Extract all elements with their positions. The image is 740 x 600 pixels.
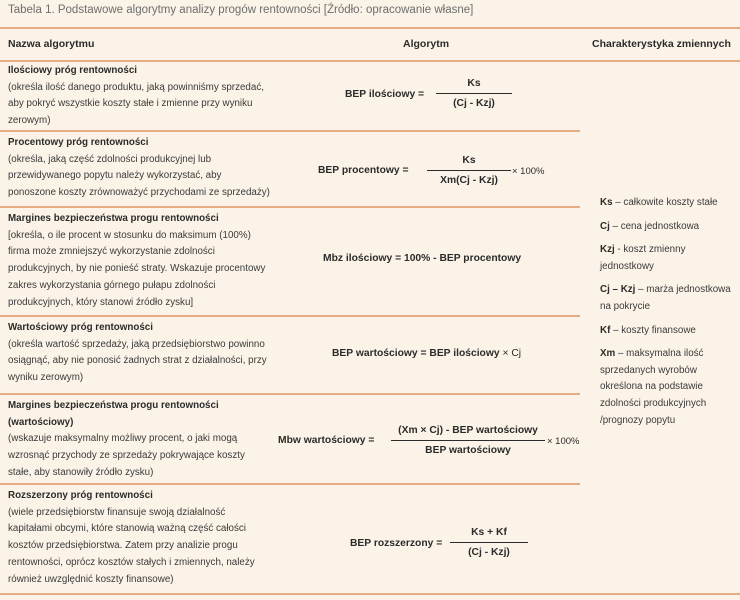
variable-item xyxy=(600,346,736,429)
variable-text: – koszty finansowe xyxy=(610,324,696,336)
row-title: Margines bezpieczeństwa progu rentowności (wartościowy) xyxy=(8,400,219,428)
variable-symbol: Ks xyxy=(600,197,613,208)
variable-symbol: Kzj xyxy=(600,244,615,256)
variable-symbol: Cj – Kzj xyxy=(600,284,636,296)
formula xyxy=(332,348,521,359)
row-description xyxy=(8,211,270,311)
row-text: [określa, o ile procent w stosunku do maksimum (100%) firma może zmniejszyć wykorzystanie zdolności produkcyjnych, by nie ponieść straty. Wskazuje procentowy zakres wykorzystania górnego pułapu zdolności produkcyjnych, który stanowi źródło zysku] xyxy=(8,229,266,308)
formula: Mbz ilościowy = 100% - BEP procentowy xyxy=(323,253,522,264)
formula-lhs: BEP rozszerzony = xyxy=(350,538,443,549)
fraction-numerator: Ks xyxy=(427,155,511,171)
row-divider xyxy=(0,130,580,132)
table-caption: Tabela 1. Podstawowe algorytmy analizy progów rentowności [Źródło: opracowanie własne] xyxy=(8,4,474,16)
formula-multiplier: × 100% xyxy=(547,436,580,447)
fraction-denominator: (Cj - Kzj) xyxy=(453,98,495,109)
row-divider xyxy=(0,483,580,485)
row-description xyxy=(8,398,270,482)
row-title: Procentowy próg rentowności xyxy=(8,137,149,148)
row-text: (określa ilość danego produktu, jaką powinniśmy sprzedać, aby pokryć wszystkie koszty stałe i zmienne przy wyniku zerowym) xyxy=(8,81,264,127)
row-description xyxy=(8,63,270,130)
fraction-denominator: BEP wartościowy xyxy=(425,445,511,456)
variable-text: – maksymalna ilość sprzedanych wyrobów określona na podstawie zdolności produkcyjnych /prognozy popytu xyxy=(600,348,707,426)
formula-fraction xyxy=(436,78,512,109)
table-bottom-rule xyxy=(0,593,740,595)
row-text: (określa wartość sprzedaży, jaką przedsiębiorstwo powinno osiągnąć, aby nie ponosić żadnych strat z działalności, przy wyniku zerowym) xyxy=(8,338,267,384)
row-divider xyxy=(0,206,580,208)
formula-lhs: Mbw wartościowy = xyxy=(278,435,375,446)
row-title: Rozszerzony próg rentowności xyxy=(8,490,153,501)
variable-symbol: Xm xyxy=(600,348,616,360)
formula-lhs: BEP ilościowy = xyxy=(345,89,425,100)
formula-fraction xyxy=(391,425,545,456)
formula-main: BEP wartościowy = BEP ilościowy xyxy=(332,348,500,359)
header-variables: Charakterystyka zmiennych xyxy=(592,38,731,50)
row-title: Margines bezpieczeństwa progu rentowności xyxy=(8,213,219,224)
header-rule xyxy=(0,60,740,62)
formula-fraction xyxy=(427,155,511,186)
formula-multiplier: × 100% xyxy=(512,166,545,177)
row-title: Ilościowy próg rentowności xyxy=(8,65,138,76)
formula-fraction xyxy=(450,527,528,558)
variable-text: – całkowite koszty stałe xyxy=(612,197,718,208)
variable-text: – cena jednostkowa xyxy=(609,220,700,232)
row-description xyxy=(8,488,270,588)
variable-symbol: Cj xyxy=(600,220,610,232)
variable-item xyxy=(600,282,736,315)
variable-text: - koszt zmienny jednostkowy xyxy=(600,244,686,272)
variables-legend xyxy=(600,195,736,436)
row-divider xyxy=(0,393,580,395)
row-divider xyxy=(0,315,580,317)
header-name: Nazwa algorytmu xyxy=(8,38,95,50)
variable-item xyxy=(600,195,736,212)
algorithms-table xyxy=(0,27,740,595)
variable-symbol: Kf xyxy=(600,324,611,336)
fraction-numerator: Ks xyxy=(436,78,512,94)
fraction-denominator: Xm(Cj - Kzj) xyxy=(440,175,498,186)
row-description xyxy=(8,320,270,387)
table-top-rule xyxy=(0,27,740,29)
row-title: Wartościowy próg rentowności xyxy=(8,322,153,333)
row-text: (określa, jaką część zdolności produkcyjnej lub przewidywanego popytu należy wykorzystać, aby ponoszone koszty zrównoważyć przychodami ze sprzedaży) xyxy=(8,153,270,199)
formula-multiplier: × Cj xyxy=(502,348,522,359)
fraction-numerator: Ks + Kf xyxy=(450,527,528,543)
variable-item xyxy=(600,323,736,340)
row-text: (wiele przedsiębiorstw finansuje swoją działalność kapitałami obcymi, które stanowią ważną część całości kosztów przedsiębiorstwa. Zatem przy analizie progu rentowności, oprócz kosztów stałych i zmiennych, należy również uwzględnić koszty finansowe) xyxy=(8,506,255,585)
formula-lhs: BEP procentowy = xyxy=(318,165,409,176)
fraction-denominator: (Cj - Kzj) xyxy=(468,547,510,558)
variable-text: – marża jednostkowa na pokrycie xyxy=(600,284,731,312)
header-algorithm: Algorytm xyxy=(403,38,450,50)
row-description xyxy=(8,135,270,202)
variable-item xyxy=(600,242,736,275)
row-text: (wskazuje maksymalny możliwy procent, o jaki mogą wzrosnąć przychody ze sprzedaży pokrywające koszty stałe, aby stanowiły źródło zysku) xyxy=(8,433,245,478)
variable-item xyxy=(600,219,736,236)
fraction-numerator: (Xm × Cj) - BEP wartościowy xyxy=(391,425,545,441)
